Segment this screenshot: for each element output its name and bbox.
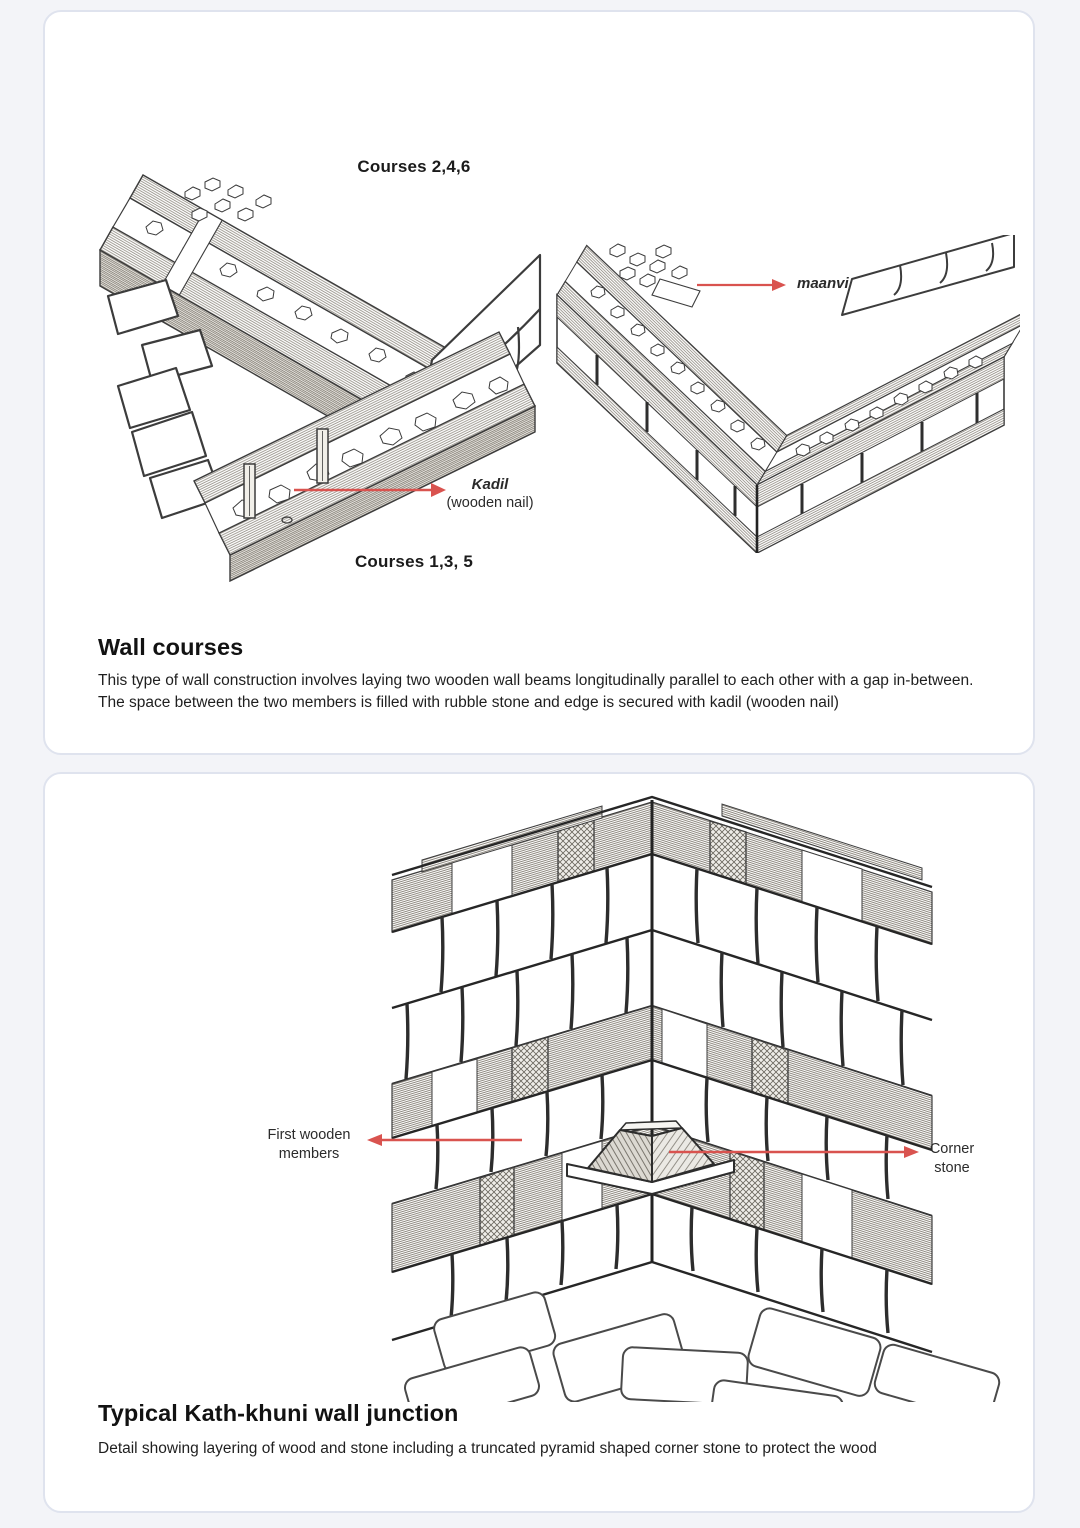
wall-junction-card [43,772,1035,1513]
maanvi-annotation: maanvi [797,275,849,292]
first-wooden-members-annotation [252,1126,366,1164]
card1-body: This type of wall construction involves laying two wooden wall beams longitudinally parallel to each other with a gap in-between. The space between the two members is filled with rubble stone and edge is secured with kadil (wooden nail) [98,672,974,711]
courses-135-label: Courses 1,3, 5 [354,552,474,571]
wall-courses-card [43,10,1035,755]
maanvi-arrow [697,279,786,291]
kadil-sub: (wooden nail) [446,495,534,511]
wood-course [392,802,932,944]
corner-stone-annotation [914,1140,990,1178]
first-wooden-members-arrow [367,1134,522,1146]
annotation-line: members [278,1146,340,1162]
card2-heading: Typical Kath-khuni wall junction [98,1400,459,1426]
annotation-line: Corner [929,1141,975,1157]
kadil-term: Kadil [471,476,509,493]
annotation-line: First wooden [267,1127,351,1143]
kadil-annotation [434,475,546,513]
card2-body: Detail showing layering of wood and stone including a truncated pyramid shaped corner stone to protect the wood [98,1440,877,1457]
wall-courses-right-illustration [542,235,1020,553]
stone-blocks [842,235,1014,315]
wall-courses-left-illustration [80,170,542,582]
card1-heading: Wall courses [98,634,244,660]
wall-junction-illustration [362,790,1012,1402]
courses-246-label: Courses 2,4,6 [357,157,471,176]
annotation-line: stone [934,1160,970,1176]
